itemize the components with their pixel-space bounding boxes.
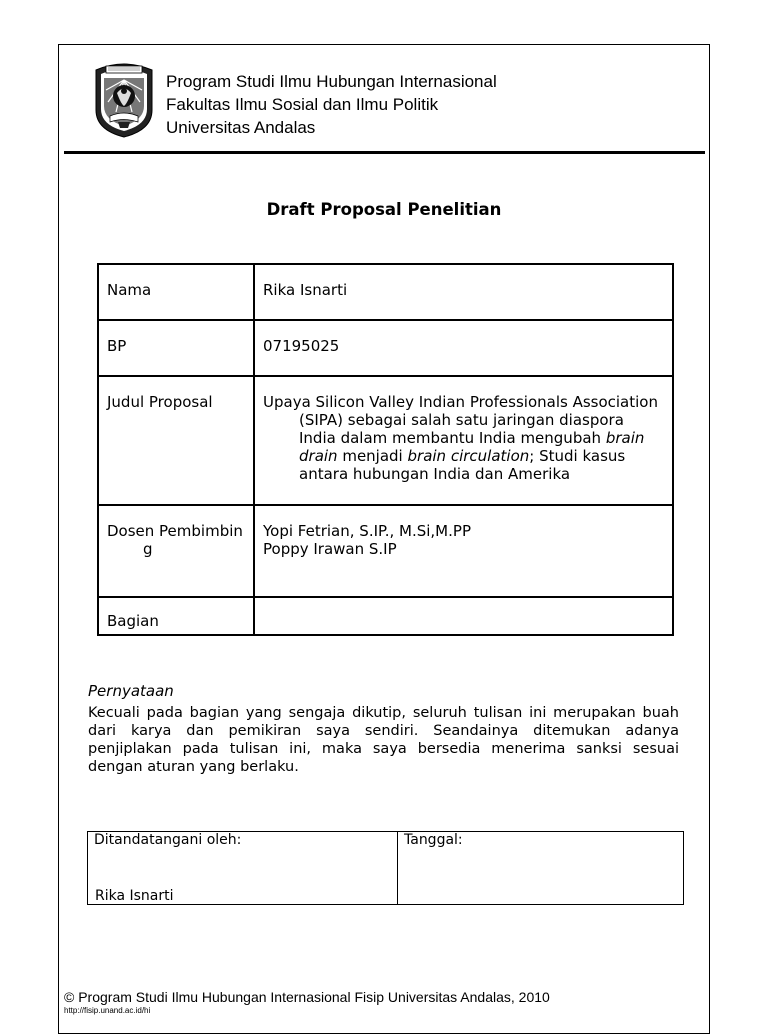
dosen-label bbox=[98, 505, 254, 597]
date-cell bbox=[398, 832, 684, 905]
judul-italic-2: brain circulation bbox=[407, 447, 530, 465]
institution-header bbox=[166, 70, 497, 139]
university-logo bbox=[92, 60, 156, 138]
statement-heading: Pernyataan bbox=[88, 682, 174, 700]
judul-text-3: ; Studi kasus antara hubungan India dan Amerika bbox=[299, 447, 626, 483]
judul-text-2: menjadi bbox=[337, 447, 408, 465]
table-row bbox=[98, 264, 673, 320]
bp-label: BP bbox=[98, 320, 254, 376]
footer-url-link[interactable]: http://fisip.unand.ac.id/hi bbox=[64, 1006, 151, 1015]
table-row bbox=[88, 832, 684, 905]
table-row bbox=[98, 376, 673, 505]
judul-text-1: Upaya Silicon Valley Indian Professionals Association (SIPA) sebagai salah satu jaringan diaspora India dalam membantu India mengubah bbox=[263, 393, 658, 447]
bagian-value bbox=[254, 597, 673, 635]
table-row bbox=[98, 505, 673, 597]
bp-value: 07195025 bbox=[254, 320, 673, 376]
document-title: Draft Proposal Penelitian bbox=[266, 200, 502, 219]
dosen-label-text: Dosen Pembimbing bbox=[107, 522, 243, 558]
nama-label: Nama bbox=[98, 264, 254, 320]
university-name: Universitas Andalas bbox=[166, 118, 316, 137]
signed-by-cell bbox=[88, 832, 398, 905]
dosen-value-1: Yopi Fetrian, S.IP., M.Si,M.PP bbox=[263, 522, 471, 540]
signature-table bbox=[87, 831, 684, 905]
copyright-footer: © Program Studi Ilmu Hubungan Internasional Fisip Universitas Andalas, 2010 bbox=[64, 989, 550, 1005]
table-row bbox=[98, 597, 673, 635]
proposal-info-table bbox=[97, 263, 674, 636]
bagian-label: Bagian bbox=[98, 597, 254, 635]
date-label: Tanggal: bbox=[404, 832, 463, 848]
signer-name: Rika Isnarti bbox=[95, 888, 174, 904]
dosen-value bbox=[254, 505, 673, 597]
program-name: Program Studi Ilmu Hubungan Internasional bbox=[166, 72, 497, 91]
table-row bbox=[98, 320, 673, 376]
statement-body: Kecuali pada bagian yang sengaja dikutip, seluruh tulisan ini merupakan buah dari karya dan pemikiran saya sendiri. Seandainya ditemukan adanya penjiplakan pada tulisan ini, maka saya bersedia menerima sanksi sesuai dengan aturan yang berlaku. bbox=[88, 705, 679, 775]
signed-by-label: Ditandatangani oleh: bbox=[94, 832, 242, 848]
judul-italic-1: brain drain bbox=[299, 429, 645, 465]
header-divider bbox=[64, 151, 705, 154]
nama-value: Rika Isnarti bbox=[254, 264, 673, 320]
judul-value bbox=[254, 376, 673, 505]
judul-label: Judul Proposal bbox=[98, 376, 254, 505]
faculty-name: Fakultas Ilmu Sosial dan Ilmu Politik bbox=[166, 95, 439, 114]
dosen-value-2: Poppy Irawan S.IP bbox=[263, 540, 397, 558]
